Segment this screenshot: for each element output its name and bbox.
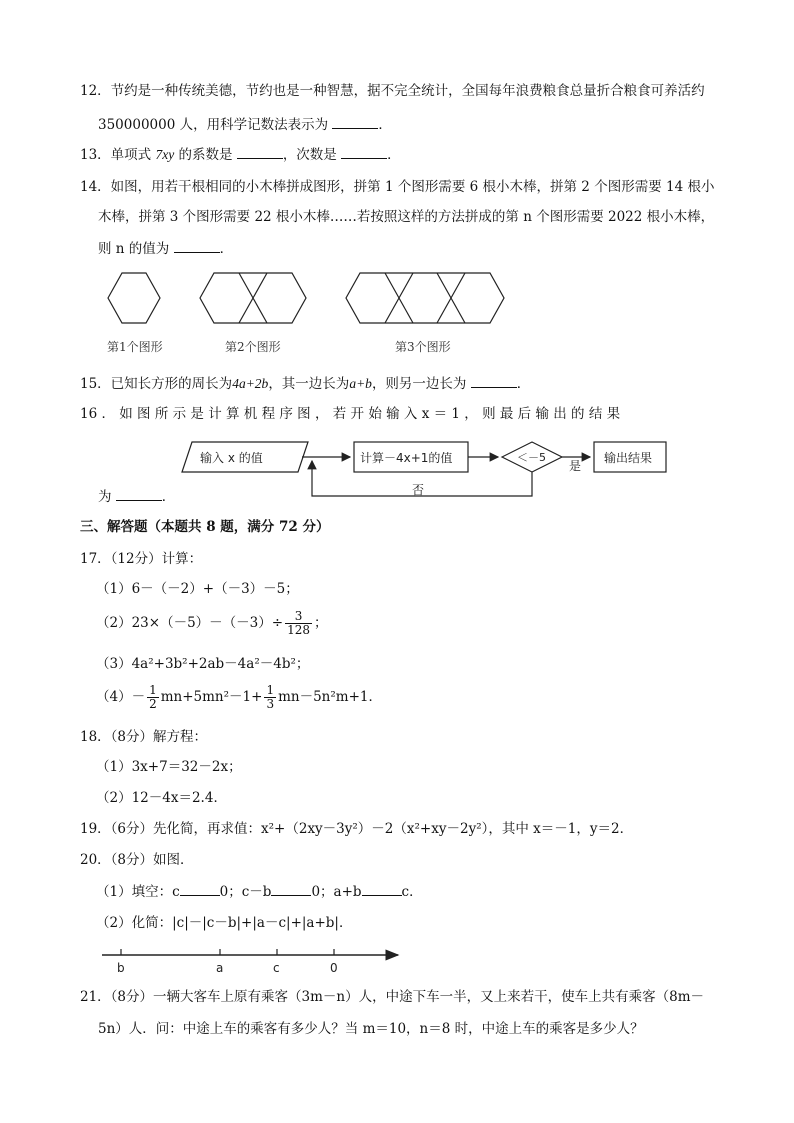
q16-line1: 16 ． 如 图 所 示 是 计 算 机 程 序 图 ， 若 开 始 输 入 x ＝ 1 ， 则 最 后 输 出 的 结 果 (80, 406, 621, 422)
q13-term: 7xy (155, 147, 175, 162)
q20-p1-pre: （1）填空：c (96, 884, 180, 900)
q20-part2: （2）化简：|c|－|c－b|+|a－c|+|a+b|． (96, 915, 353, 931)
q17-p4-fraction1 (147, 684, 159, 711)
q17-p4-post: mn－5n²m+1． (278, 689, 382, 705)
q17-part2 (96, 608, 327, 638)
q15-line: 15．已知长方形的周长为4a+2b，其一边长为a+b，则另一边长为 ． (80, 376, 531, 392)
number-line (96, 944, 416, 978)
q12-line2: 350000000 人，用科学记数法表示为 ． (98, 117, 392, 133)
q20-p1-c: c． (401, 884, 423, 900)
q15-side: a+b (349, 376, 372, 391)
q15-post: ，则另一边长为 (371, 376, 467, 392)
q12-answer-blank[interactable] (332, 116, 378, 129)
flow-yes-label: 是 (569, 459, 582, 473)
flow-input-label: 输入 x 的值 (200, 451, 263, 465)
flow-condition-label: ＜－5 (517, 451, 546, 464)
label-zero: 0 (330, 961, 338, 975)
q20-blank-2[interactable] (271, 883, 311, 896)
q20-part1 (96, 883, 423, 901)
q16-answer-blank[interactable] (116, 488, 162, 501)
q20-blank-3[interactable] (362, 883, 402, 896)
figure-1-hexagon (108, 273, 160, 323)
q17-part3: （3）4a²+3b²+2ab－4a²－4b²； (96, 656, 310, 672)
q17-p2-num: 3 (285, 610, 312, 624)
q17-p2-pre: （2）23×（－5）－（－3）÷ (96, 615, 284, 631)
q21-line2: 5n）人．问：中途上车的乘客有多少人？当 m＝10，n＝8 时，中途上车的乘客是多少人？ (98, 1021, 644, 1037)
q16-line2: 为 ． (98, 489, 176, 505)
q18-part2: （2）12－4x＝2.4． (96, 790, 227, 806)
q17-p4-f2-num: 1 (266, 683, 275, 697)
q13-pre: 13．单项式 (80, 147, 152, 163)
q14-line3-text: 则 n 的值为 (98, 241, 170, 257)
q17-p4-pre: （4）－ (96, 689, 146, 705)
fig-caption-3: 第3个图形 (395, 340, 451, 354)
q18-title: 18．（8分）解方程： (80, 729, 208, 745)
q18-part1: （1）3x+7＝32－2x； (96, 759, 242, 775)
q14-answer-blank[interactable] (174, 240, 220, 253)
section-3-heading: 三、解答题（本题共 8 题，满分 72 分） (80, 519, 330, 535)
flow-output-label: 输出结果 (604, 451, 653, 465)
fig-caption-2: 第2个图形 (225, 340, 281, 354)
q12-line1: 12．节约是一种传统美德，节约也是一种智慧，据不完全统计，全国每年浪费粮食总量折合粮食可养活约 (80, 83, 705, 99)
label-a: a (216, 961, 224, 975)
q19: 19．（6分）先化简，再求值：x²+（2xy－3y²）－2（x²+xy－2y²），其中 x＝－1，y＝2． (80, 821, 634, 837)
q15-pre: 15．已知长方形的周长为 (80, 376, 233, 392)
q17-p4-mid: mn+5mn²－1+ (160, 689, 263, 705)
fig-caption-1: 第1个图形 (107, 340, 163, 354)
figure-3 (346, 273, 504, 323)
program-flowchart (180, 434, 680, 502)
q15-answer-blank[interactable] (471, 375, 517, 388)
q13-line: 13．单项式 7xy 的系数是 ，次数是 ． (80, 147, 401, 163)
q16-line2-text: 为 (98, 489, 112, 505)
q17-p4-fraction2 (264, 684, 276, 711)
q17-part1: （1）6－（－2）+（－3）－5； (96, 581, 299, 597)
flow-no-label: 否 (412, 483, 425, 497)
stick-figures (100, 268, 520, 330)
q20-title: 20．（8分）如图． (80, 852, 194, 868)
label-c: c (273, 961, 280, 975)
q17-p4-f1-num: 1 (149, 683, 157, 697)
q17-p4-f1-den: 2 (149, 697, 157, 711)
q20-p1-b: 0；a+b (311, 884, 362, 900)
label-b: b (117, 961, 125, 975)
q17-title: 17．（12分）计算： (80, 551, 203, 567)
flow-compute-label: 计算－4x+1的值 (360, 451, 453, 465)
q13-mid: 的系数是 (178, 147, 233, 163)
q13-degree-blank[interactable] (341, 146, 387, 159)
figure-2 (200, 273, 306, 323)
q15-perimeter: 4a+2b (232, 376, 269, 391)
q20-p1-a: 0；c－b (219, 884, 272, 900)
q13-post: ，次数是 (282, 147, 337, 163)
q21-line1: 21．（8分）一辆大客车上原有乘客（3m－n）人，中途下车一半，又上来若干，使车上共有乘客（8m－ (80, 989, 704, 1005)
q17-p2-den: 128 (287, 623, 310, 637)
q17-p2-fraction (285, 610, 312, 637)
q15-mid: ，其一边长为 (268, 376, 350, 392)
q17-part4 (96, 680, 382, 714)
q14-line2: 木棒，拼第 3 个图形需要 22 根小木棒……若按照这样的方法拼成的第 n 个图形需要 2022 根小木棒， (98, 209, 715, 225)
q14-line1: 14．如图，用若干根相同的小木棒拼成图形，拼第 1 个图形需要 6 根小木棒，拼第 2 个图形需要 14 根小 (80, 179, 715, 195)
q14-line3: 则 n 的值为 ． (98, 241, 234, 257)
q13-coef-blank[interactable] (237, 146, 283, 159)
q17-p2-post: ； (313, 615, 328, 631)
q12-text: 350000000 人，用科学记数法表示为 (98, 117, 329, 133)
q20-blank-1[interactable] (180, 883, 220, 896)
q17-p4-f2-den: 3 (266, 697, 275, 711)
